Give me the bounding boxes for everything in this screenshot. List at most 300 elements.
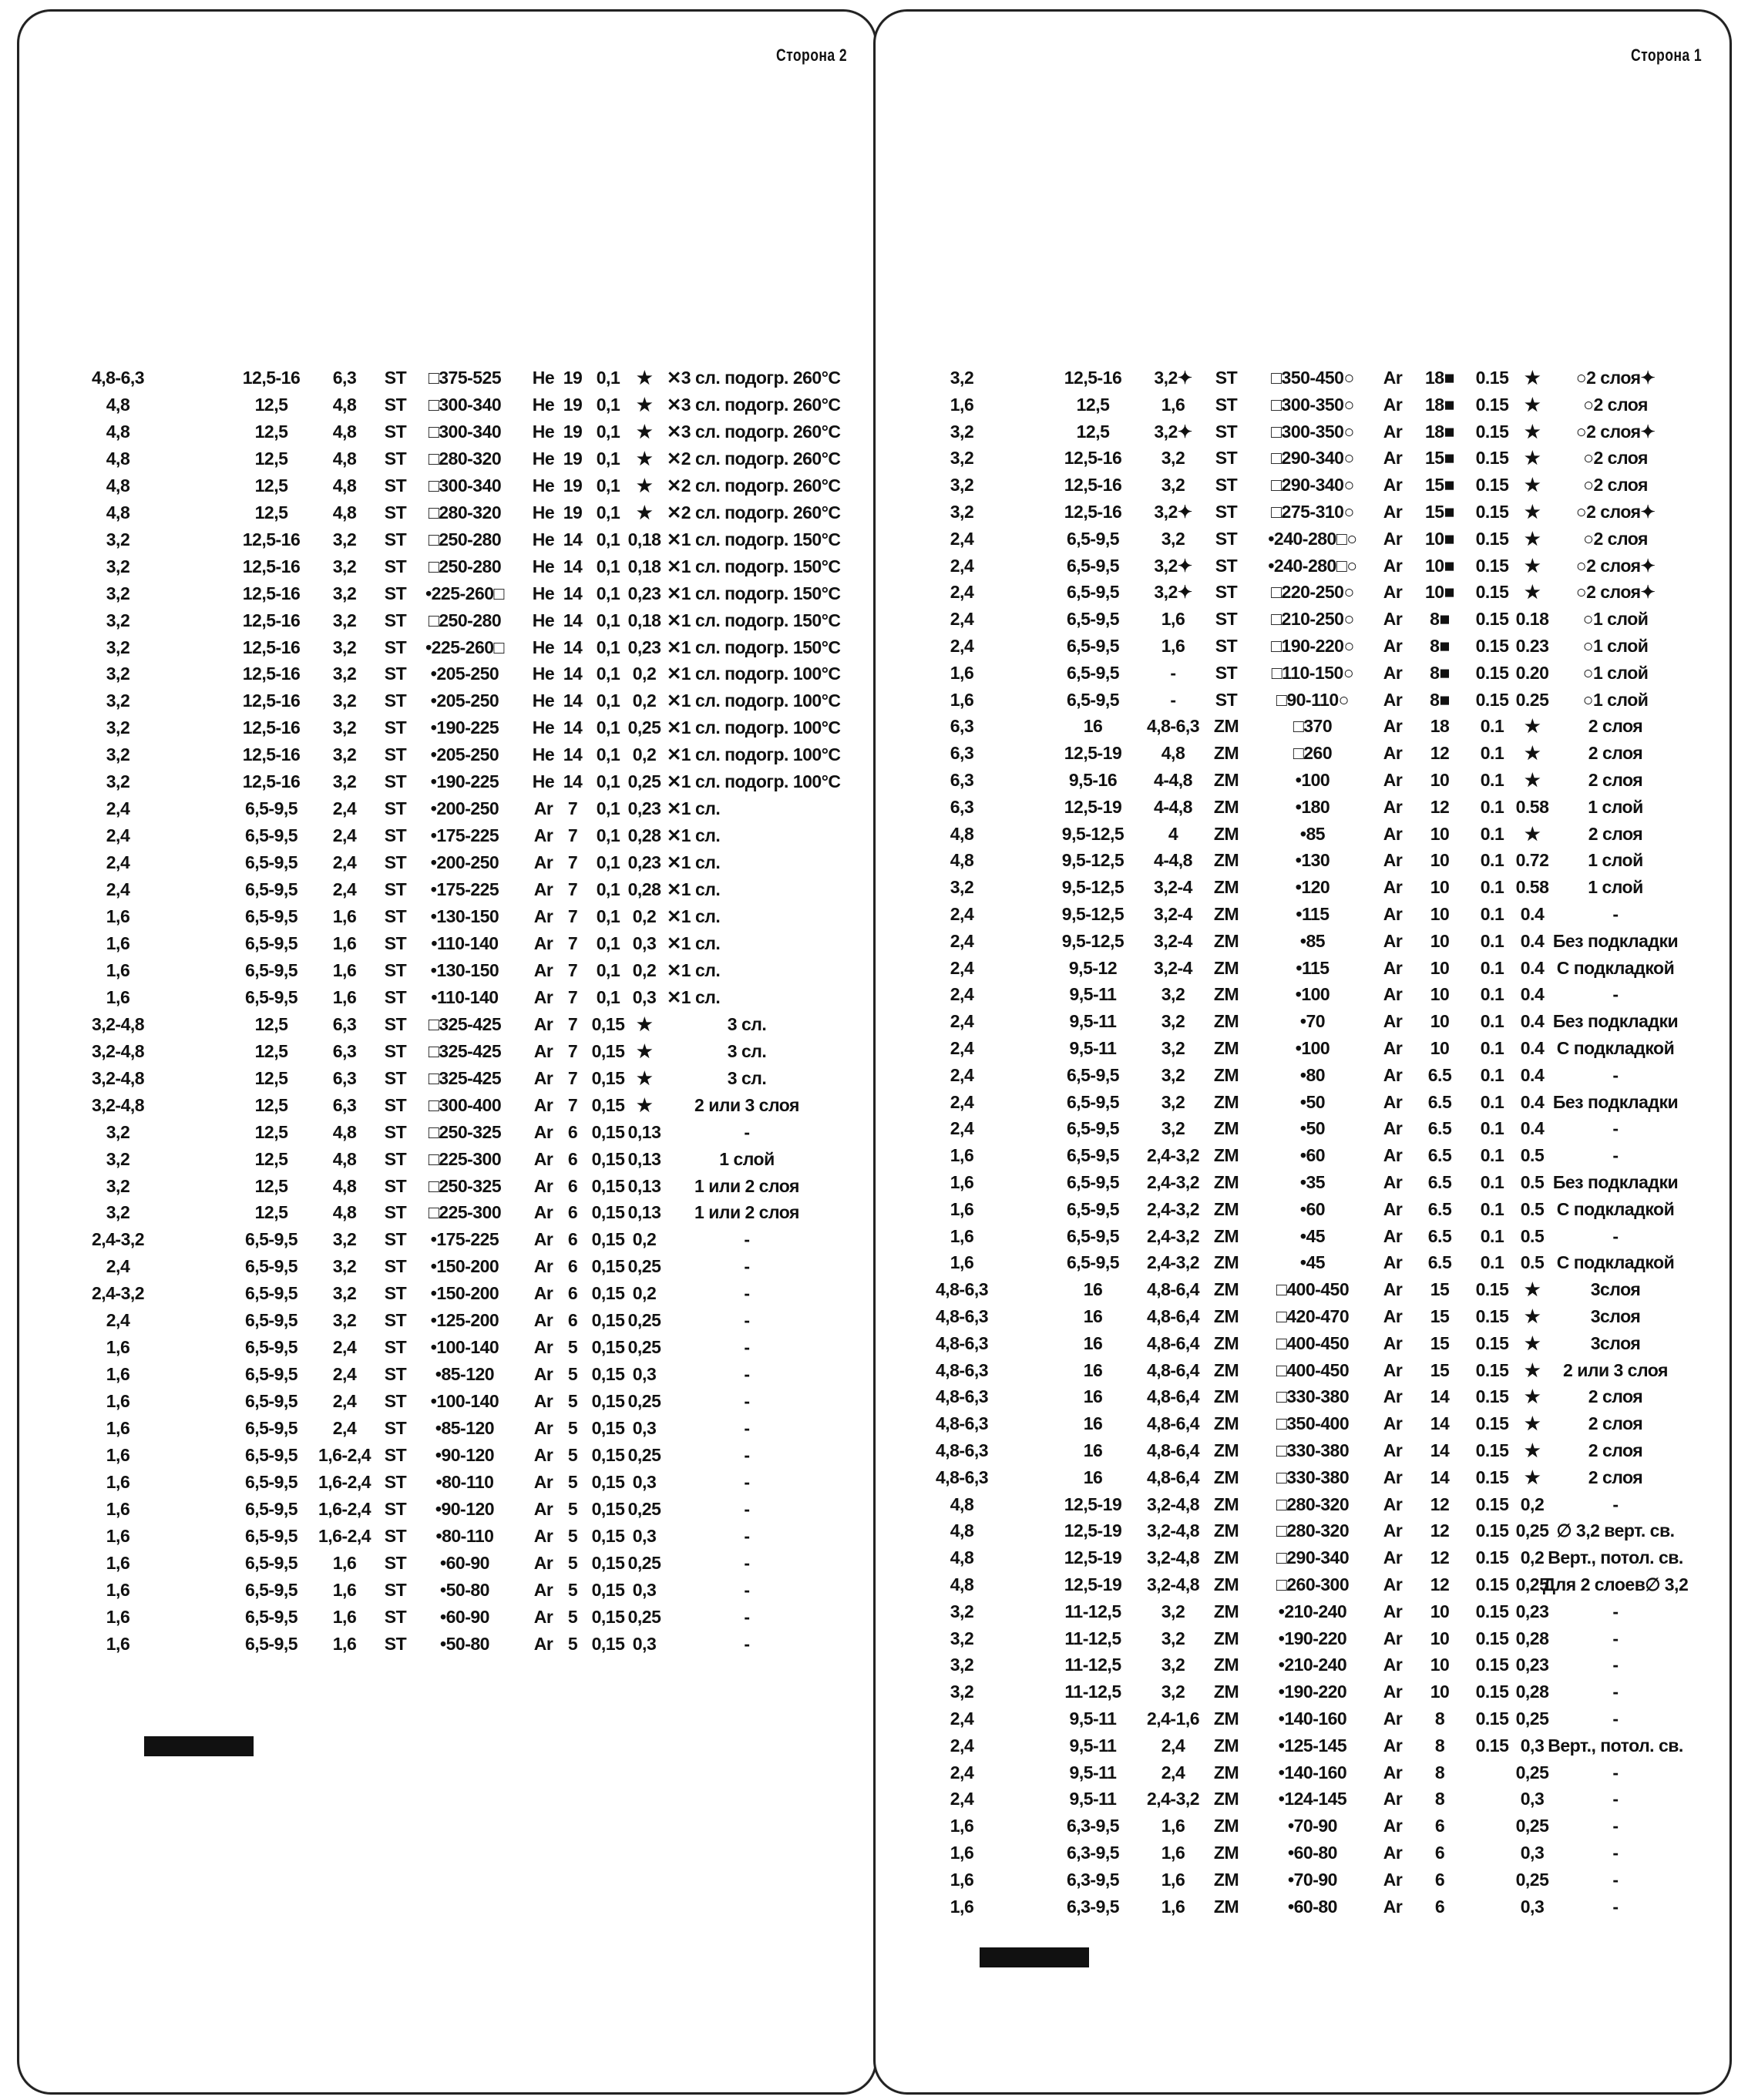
cell-electrode: ZM — [1213, 1038, 1239, 1058]
cell-prepurge: 0,15 — [591, 1256, 625, 1277]
cell-electrode: ZM — [1213, 1601, 1239, 1621]
cell-filler: 3,2 — [1161, 1682, 1185, 1702]
cell-current-range: 12,5 — [254, 1094, 288, 1115]
cell-current: •85 — [1299, 823, 1326, 844]
cell-electrode: ZM — [1213, 1413, 1239, 1434]
table-row — [876, 1678, 1730, 1705]
table-row — [876, 553, 1730, 580]
cell-postpurge: 0,18 — [627, 529, 661, 549]
cell-note: ✕3 сл. подогр. 260°C — [667, 368, 841, 388]
cell-postpurge: 0,28 — [627, 825, 661, 846]
table-row — [19, 984, 875, 1011]
cell-postpurge: ★ — [1524, 1386, 1541, 1407]
cell-note: 1 слой — [1588, 796, 1643, 817]
table-row — [876, 579, 1730, 606]
cell-filler: 3,2 — [332, 717, 357, 738]
cell-note: 2 слоя — [1588, 743, 1643, 764]
cell-current: □225-300 — [428, 1148, 502, 1169]
cell-current: □280-320 — [1276, 1520, 1350, 1541]
cell-gas: Ar — [533, 1040, 553, 1061]
cell-postpurge: 0,13 — [627, 1148, 661, 1169]
cell-gas: Ar — [533, 932, 553, 953]
cell-postpurge: 0,25 — [627, 771, 661, 792]
cell-current: □290-340 — [1276, 1547, 1350, 1568]
cell-prepurge: 0.1 — [1480, 850, 1504, 871]
cell-electrode: ZM — [1213, 877, 1239, 898]
cell-diameter: 4,8 — [106, 448, 130, 469]
cell-note: - — [1612, 1225, 1619, 1246]
table-row — [876, 1062, 1730, 1089]
cell-note: - — [744, 1337, 750, 1358]
cell-current-range: 6,3-9,5 — [1066, 1816, 1120, 1836]
cell-postpurge: ★ — [636, 1040, 653, 1061]
cell-prepurge: 0.15 — [1475, 1709, 1509, 1729]
cell-filler: 2,4 — [1161, 1735, 1185, 1756]
cell-current-range: 6,3-9,5 — [1066, 1843, 1120, 1863]
cell-gas: He — [532, 610, 555, 630]
cell-flow: 12 — [1430, 1547, 1450, 1568]
cell-prepurge: 0,15 — [591, 1606, 625, 1627]
cell-diameter: 1,6 — [950, 1869, 974, 1890]
cell-current-range: 12,5-16 — [242, 583, 301, 603]
cell-flow: 8 — [1434, 1709, 1445, 1729]
cell-gas: He — [532, 475, 555, 496]
cell-postpurge: ★ — [636, 1094, 653, 1115]
cell-flow: 10■ — [1425, 528, 1454, 549]
cell-filler: 3,2 — [1161, 1628, 1185, 1648]
cell-electrode: ZM — [1213, 1306, 1239, 1326]
cell-current-range: 6,5-9,5 — [244, 906, 298, 926]
cell-diameter: 2,4 — [106, 1256, 130, 1277]
cell-gas: Ar — [1383, 609, 1403, 630]
cell-gas: Ar — [533, 1606, 553, 1627]
cell-flow: 6 — [567, 1310, 578, 1331]
cell-filler: 4,8-6,4 — [1146, 1359, 1200, 1380]
table-row — [876, 821, 1730, 848]
cell-note: - — [744, 1310, 750, 1331]
cell-filler: 2,4-3,2 — [1146, 1172, 1200, 1192]
cell-gas: Ar — [1383, 1547, 1403, 1568]
cell-electrode: ZM — [1213, 930, 1239, 951]
cell-gas: Ar — [1383, 1279, 1403, 1300]
cell-gas: Ar — [1383, 475, 1403, 496]
cell-note: - — [1612, 1869, 1619, 1890]
cell-gas: Ar — [1383, 877, 1403, 898]
table-row — [876, 1813, 1730, 1840]
cell-filler: 4,8 — [332, 1175, 357, 1196]
table-row — [19, 795, 875, 822]
cell-prepurge: 0.15 — [1475, 1655, 1509, 1675]
cell-prepurge: 0,15 — [591, 1498, 625, 1519]
cell-flow: 10 — [1430, 1011, 1450, 1032]
cell-electrode: ST — [384, 664, 407, 684]
cell-electrode: ST — [384, 825, 407, 846]
cell-prepurge: 0,15 — [591, 1552, 625, 1573]
cell-prepurge: 0.15 — [1475, 1682, 1509, 1702]
cell-current-range: 6,5-9,5 — [244, 1310, 298, 1331]
cell-gas: Ar — [1383, 1655, 1403, 1675]
cell-current: •190-220 — [1278, 1682, 1347, 1702]
table-row — [19, 930, 875, 957]
cell-current: •210-240 — [1278, 1601, 1347, 1621]
cell-diameter: 2,4-3,2 — [91, 1229, 145, 1250]
cell-note: ○1 слой — [1582, 609, 1649, 630]
cell-gas: Ar — [1383, 1306, 1403, 1326]
table-row — [19, 741, 875, 768]
cell-note: ✕1 сл. подогр. 100°C — [667, 664, 841, 684]
cell-current-range: 6,5-9,5 — [244, 1391, 298, 1412]
cell-filler: 3,2 — [332, 1256, 357, 1277]
cell-flow: 14 — [563, 610, 583, 630]
cell-note: - — [1612, 1896, 1619, 1917]
cell-electrode: ST — [384, 690, 407, 711]
cell-electrode: ZM — [1213, 1682, 1239, 1702]
cell-gas: Ar — [533, 1013, 553, 1034]
cell-diameter: 2,4 — [950, 582, 974, 603]
cell-diameter: 4,8-6,3 — [935, 1440, 989, 1460]
cell-gas: Ar — [1383, 1038, 1403, 1058]
cell-gas: Ar — [1383, 1869, 1403, 1890]
cell-postpurge: ★ — [1524, 1440, 1541, 1460]
cell-note: ✕1 сл. — [667, 852, 721, 873]
table-row — [19, 1388, 875, 1415]
cell-postpurge: 0,25 — [627, 1498, 661, 1519]
table-row — [876, 365, 1730, 391]
cell-flow: 14 — [1430, 1440, 1450, 1460]
cell-prepurge: 0,1 — [596, 879, 620, 900]
cell-gas: Ar — [533, 1418, 553, 1439]
cell-gas: Ar — [1383, 1118, 1403, 1139]
cell-current-range: 6,5-9,5 — [244, 798, 298, 819]
cell-diameter: 1,6 — [106, 1364, 130, 1385]
cell-gas: Ar — [1383, 1252, 1403, 1273]
cell-diameter: 3,2 — [106, 637, 130, 657]
cell-postpurge: 0,2 — [632, 690, 657, 711]
cell-gas: He — [532, 448, 555, 469]
cell-electrode: ST — [384, 556, 407, 576]
cell-current-range: 12,5 — [254, 1040, 288, 1061]
cell-current: •60-90 — [440, 1552, 489, 1573]
cell-prepurge: 0.15 — [1475, 1601, 1509, 1621]
cell-prepurge: 0.15 — [1475, 502, 1509, 522]
cell-gas: Ar — [1383, 555, 1403, 576]
cell-electrode: ST — [384, 1067, 407, 1088]
table-row — [876, 1893, 1730, 1920]
cell-current: □325-425 — [428, 1013, 502, 1034]
cell-flow: 6.5 — [1427, 1118, 1452, 1139]
cell-filler: 4,8 — [332, 475, 357, 496]
cell-flow: 6 — [567, 1202, 578, 1223]
cell-prepurge: 0.15 — [1475, 636, 1509, 656]
table-row — [876, 928, 1730, 955]
cell-current: •190-225 — [430, 771, 499, 792]
cell-note: 2 слоя — [1588, 1467, 1643, 1487]
cell-electrode: ST — [1215, 636, 1238, 656]
cell-postpurge: ★ — [1524, 743, 1541, 764]
table-row — [876, 1598, 1730, 1625]
cell-gas: Ar — [533, 1498, 553, 1519]
cell-note: ✕1 сл. подогр. 150°C — [667, 637, 841, 657]
cell-gas: Ar — [1383, 502, 1403, 522]
table-row — [19, 822, 875, 849]
cell-flow: 5 — [567, 1445, 578, 1465]
cell-diameter: 3,2 — [106, 690, 130, 711]
cell-prepurge: 0,15 — [591, 1445, 625, 1465]
cell-diameter: 4,8 — [106, 394, 130, 415]
cell-flow: 7 — [567, 1013, 578, 1034]
cell-current: •130-150 — [430, 959, 499, 980]
cell-postpurge: 0.4 — [1520, 904, 1545, 924]
cell-postpurge: 0.4 — [1520, 957, 1545, 978]
cell-gas: Ar — [1383, 770, 1403, 790]
cell-electrode: ZM — [1213, 716, 1239, 737]
cell-current-range: 12,5 — [254, 1148, 288, 1169]
table-row — [876, 418, 1730, 445]
cell-current: □325-425 — [428, 1040, 502, 1061]
cell-note: ✕1 сл. подогр. 100°C — [667, 771, 841, 792]
cell-current: •80-110 — [435, 1471, 494, 1492]
cell-current-range: 12,5-16 — [242, 637, 301, 657]
cell-diameter: 1,6 — [950, 1816, 974, 1836]
cell-note: 3слоя — [1590, 1332, 1641, 1353]
cell-note: С подкладкой — [1556, 957, 1675, 978]
cell-current: •45 — [1299, 1225, 1326, 1246]
cell-prepurge: 0.1 — [1480, 716, 1504, 737]
cell-flow: 5 — [567, 1498, 578, 1519]
cell-postpurge: ★ — [1524, 394, 1541, 415]
table-row — [876, 981, 1730, 1008]
cell-postpurge: 0,2 — [632, 906, 657, 926]
cell-postpurge: 0,2 — [632, 959, 657, 980]
cell-electrode: ST — [1215, 368, 1238, 388]
cell-postpurge: 0,25 — [1515, 1869, 1549, 1890]
cell-diameter: 3,2 — [950, 877, 974, 898]
cell-flow: 5 — [567, 1471, 578, 1492]
cell-current-range: 6,5-9,5 — [1066, 1225, 1120, 1246]
cell-electrode: ZM — [1213, 743, 1239, 764]
cell-filler: 2,4 — [332, 1391, 357, 1412]
cell-electrode: ST — [384, 852, 407, 873]
table-row — [19, 1469, 875, 1496]
cell-postpurge: ★ — [1524, 716, 1541, 737]
cell-note: Без подкладки — [1552, 930, 1679, 951]
cell-current: •60-90 — [440, 1606, 489, 1627]
cell-current-range: 12,5 — [254, 448, 288, 469]
cell-filler: 2,4-3,2 — [1146, 1252, 1200, 1273]
cell-diameter: 3,2 — [106, 556, 130, 576]
cell-postpurge: 0,25 — [627, 1310, 661, 1331]
cell-postpurge: 0,28 — [1515, 1682, 1549, 1702]
cell-note: С подкладкой — [1556, 1198, 1675, 1219]
cell-prepurge: 0,1 — [596, 906, 620, 926]
cell-gas: Ar — [1383, 1789, 1403, 1809]
cell-prepurge: 0,1 — [596, 610, 620, 630]
table-row — [19, 418, 875, 445]
cell-diameter: 6,3 — [950, 770, 974, 790]
cell-filler: 3,2 — [1161, 448, 1185, 469]
table-row — [19, 1523, 875, 1550]
cell-gas: Ar — [1383, 1816, 1403, 1836]
cell-current: •125-200 — [430, 1310, 499, 1331]
cell-postpurge: 0,3 — [1520, 1896, 1545, 1917]
cell-current-range: 12,5-19 — [1064, 743, 1122, 764]
cell-gas: Ar — [533, 959, 553, 980]
cell-diameter: 2,4 — [950, 1038, 974, 1058]
cell-note: - — [744, 1445, 750, 1465]
table-row — [19, 1631, 875, 1658]
cell-prepurge: 0,1 — [596, 852, 620, 873]
cell-filler: 6,3 — [332, 1013, 357, 1034]
table-row — [876, 713, 1730, 740]
cell-postpurge: 0,25 — [627, 1606, 661, 1627]
cell-gas: Ar — [533, 906, 553, 926]
cell-note: - — [1612, 1789, 1619, 1809]
cell-filler: 3,2 — [332, 1229, 357, 1250]
cell-prepurge: 0,1 — [596, 690, 620, 711]
cell-current: □330-380 — [1276, 1440, 1350, 1460]
cell-diameter: 3,2-4,8 — [91, 1013, 145, 1034]
cell-current-range: 6,5-9,5 — [244, 1525, 298, 1546]
cell-prepurge: 0.15 — [1475, 448, 1509, 469]
cell-filler: 1,6 — [1161, 1816, 1185, 1836]
cell-postpurge: 0,23 — [627, 583, 661, 603]
cell-current: □330-380 — [1276, 1467, 1350, 1487]
cell-filler: 3,2✦ — [1154, 368, 1192, 388]
cell-flow: 7 — [567, 906, 578, 926]
cell-electrode: ST — [384, 771, 407, 792]
table-row — [19, 391, 875, 418]
cell-current: □210-250○ — [1271, 609, 1354, 630]
cell-postpurge: 0,3 — [632, 1418, 657, 1439]
cell-filler: 4,8-6,4 — [1146, 1386, 1200, 1407]
table-row — [876, 1089, 1730, 1116]
cell-diameter: 4,8-6,3 — [935, 1386, 989, 1407]
table-row — [876, 767, 1730, 794]
cell-current-range: 12,5-16 — [242, 744, 301, 765]
cell-postpurge: 0,3 — [632, 932, 657, 953]
cell-gas: Ar — [1383, 850, 1403, 871]
cell-prepurge: 0.15 — [1475, 1574, 1509, 1594]
cell-flow: 7 — [567, 798, 578, 819]
cell-flow: 6 — [567, 1148, 578, 1169]
cell-prepurge: 0.15 — [1475, 475, 1509, 496]
cell-note: - — [1612, 1145, 1619, 1166]
cell-filler: 4,8-6,4 — [1146, 1440, 1200, 1460]
cell-note: - — [1612, 1118, 1619, 1139]
cell-postpurge: ★ — [636, 475, 653, 496]
cell-filler: 1,6 — [332, 1633, 357, 1654]
cell-flow: 10■ — [1425, 582, 1454, 603]
cell-flow: 15■ — [1425, 475, 1454, 496]
cell-electrode: ST — [384, 1148, 407, 1169]
cell-current-range: 12,5-16 — [1064, 502, 1122, 522]
cell-electrode: ST — [384, 1121, 407, 1142]
cell-current-range: 6,5-9,5 — [244, 986, 298, 1007]
cell-electrode: ST — [384, 1552, 407, 1573]
cell-diameter: 2,4 — [950, 930, 974, 951]
cell-current-range: 6,3-9,5 — [1066, 1869, 1120, 1890]
cell-current-range: 16 — [1083, 716, 1103, 737]
cell-filler: 4-4,8 — [1154, 770, 1192, 790]
cell-postpurge: 0.72 — [1515, 850, 1549, 871]
cell-prepurge: 0.1 — [1480, 904, 1504, 924]
cell-current: •225-260□ — [425, 583, 504, 603]
cell-diameter: 4,8-6,3 — [935, 1306, 989, 1326]
cell-current-range: 12,5-19 — [1064, 796, 1122, 817]
cell-flow: 18■ — [1425, 421, 1454, 442]
cell-diameter: 1,6 — [950, 1145, 974, 1166]
cell-note: ○2 слоя — [1583, 448, 1648, 469]
table-row — [876, 874, 1730, 901]
cell-diameter: 2,4 — [950, 1762, 974, 1782]
cell-diameter: 1,6 — [106, 1445, 130, 1465]
cell-flow: 10 — [1430, 904, 1450, 924]
cell-diameter: 4,8 — [950, 850, 974, 871]
cell-electrode: ST — [1215, 502, 1238, 522]
table-row — [876, 1223, 1730, 1250]
cell-current-range: 12,5 — [254, 475, 288, 496]
cell-prepurge: 0,1 — [596, 825, 620, 846]
cell-flow: 5 — [567, 1525, 578, 1546]
cell-postpurge: ★ — [1524, 528, 1541, 549]
table-row — [19, 1442, 875, 1469]
cell-diameter: 1,6 — [106, 1391, 130, 1412]
cell-note: - — [744, 1256, 750, 1277]
cell-diameter: 3,2 — [106, 1148, 130, 1169]
cell-current: □325-425 — [428, 1067, 502, 1088]
cell-flow: 5 — [567, 1337, 578, 1358]
cell-electrode: ZM — [1213, 770, 1239, 790]
cell-prepurge: 0.15 — [1475, 394, 1509, 415]
cell-prepurge: 0.15 — [1475, 1494, 1509, 1514]
cell-flow: 15■ — [1425, 502, 1454, 522]
cell-filler: 2,4 — [1161, 1762, 1185, 1782]
cell-current: •240-280□○ — [1268, 555, 1357, 576]
cell-current: •190-225 — [430, 717, 499, 738]
cell-postpurge: 0,25 — [1515, 1762, 1549, 1782]
cell-prepurge: 0.1 — [1480, 1145, 1504, 1166]
cell-diameter: 3,2 — [106, 1175, 130, 1196]
cell-current-range: 6,5-9,5 — [1066, 689, 1120, 710]
cell-filler: 3,2-4 — [1154, 904, 1192, 924]
cell-electrode: ST — [1215, 475, 1238, 496]
cell-gas: He — [532, 529, 555, 549]
cell-gas: Ar — [1383, 1332, 1403, 1353]
cell-current-range: 12,5-16 — [242, 690, 301, 711]
cell-prepurge: 0,1 — [596, 502, 620, 522]
cell-current-range: 6,5-9,5 — [244, 879, 298, 900]
cell-gas: Ar — [533, 1175, 553, 1196]
cell-electrode: ST — [384, 1498, 407, 1519]
cell-diameter: 4,8-6,3 — [91, 368, 145, 388]
cell-postpurge: 0,13 — [627, 1175, 661, 1196]
cell-current-range: 16 — [1083, 1332, 1103, 1353]
cell-gas: Ar — [1383, 368, 1403, 388]
cell-filler: 1,6 — [332, 1552, 357, 1573]
cell-gas: Ar — [533, 798, 553, 819]
cell-diameter: 1,6 — [106, 1337, 130, 1358]
cell-note: ✕2 сл. подогр. 260°C — [667, 448, 841, 469]
cell-current-range: 12,5-19 — [1064, 1520, 1122, 1541]
cell-gas: Ar — [1383, 1601, 1403, 1621]
cell-gas: Ar — [1383, 394, 1403, 415]
cell-diameter: 3,2 — [106, 529, 130, 549]
cell-current-range: 6,5-9,5 — [1066, 1198, 1120, 1219]
cell-note: ✕1 сл. — [667, 879, 721, 900]
cell-current: •240-280□○ — [1268, 528, 1357, 549]
cell-flow: 8■ — [1430, 609, 1450, 630]
cell-postpurge: ★ — [636, 502, 653, 522]
